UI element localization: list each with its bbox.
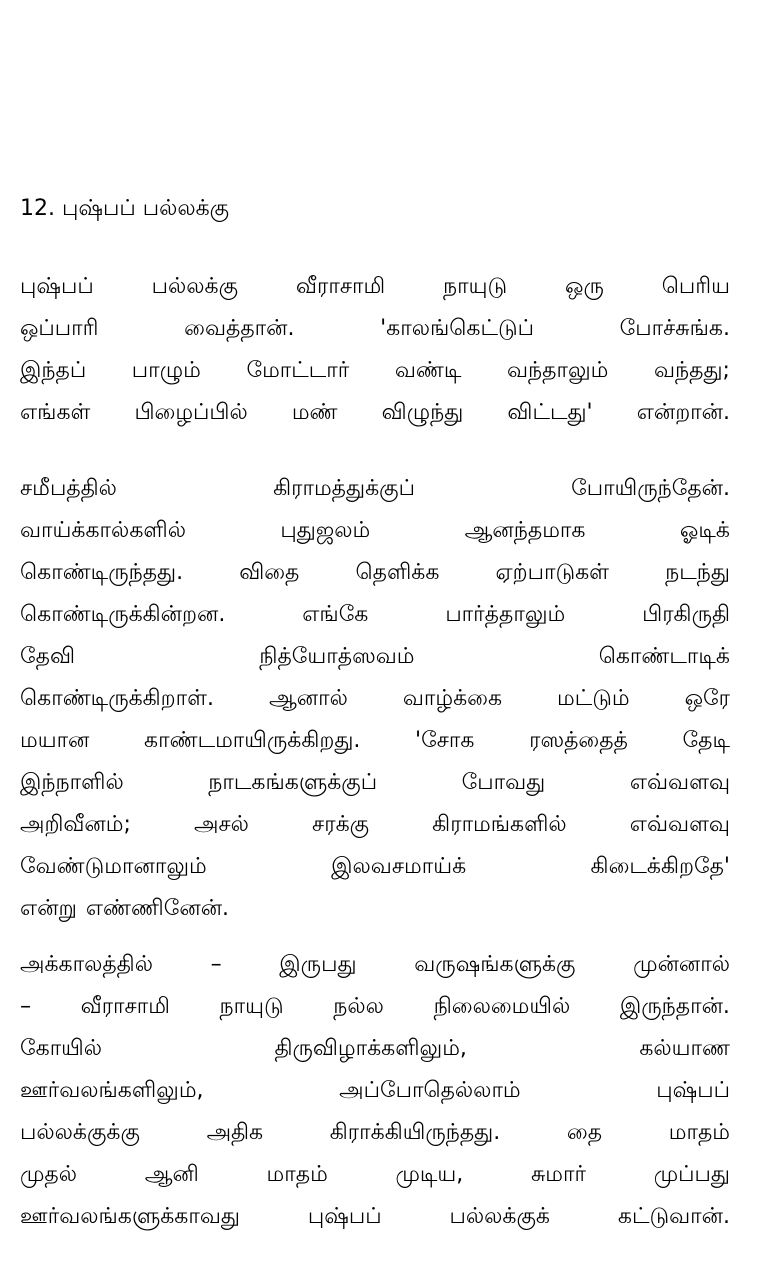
text-line bbox=[20, 552, 730, 594]
word: வண்டி bbox=[394, 358, 462, 383]
word: ரஸத்தைத் bbox=[529, 728, 628, 753]
word: ஆனந்தமாக bbox=[464, 518, 586, 543]
word: ஊர்வலங்களுக்காவது bbox=[20, 1204, 240, 1229]
word: புஷ்பப் bbox=[20, 274, 94, 299]
word: நல்ல bbox=[333, 994, 384, 1019]
text-line bbox=[20, 1112, 730, 1154]
word: கல்யாண bbox=[639, 1036, 730, 1061]
word: தேவி bbox=[20, 644, 75, 669]
word: ஏற்பாடுகள் bbox=[495, 560, 610, 585]
word: முடிய, bbox=[395, 1162, 464, 1187]
word: இருபது bbox=[279, 952, 357, 977]
word: விழுந்து bbox=[381, 400, 464, 425]
word: நாடகங்களுக்குப் bbox=[208, 770, 378, 795]
word: திருவிழாக்களிலும், bbox=[274, 1036, 467, 1061]
word: போவது bbox=[461, 770, 546, 795]
word: விட்டது' bbox=[507, 400, 593, 425]
text-line bbox=[20, 986, 730, 1028]
word: வந்தாலும் bbox=[507, 358, 609, 383]
word: பார்த்தாலும் bbox=[445, 602, 566, 627]
text-line bbox=[20, 846, 730, 888]
paragraph-3 bbox=[20, 944, 730, 1238]
text-line bbox=[20, 1028, 730, 1070]
text-line bbox=[20, 1070, 730, 1112]
word: இந்தப் bbox=[20, 358, 87, 383]
word: கொண்டிருக்கிறாள். bbox=[20, 686, 214, 711]
text-line bbox=[20, 392, 730, 434]
word: போச்சுங்க. bbox=[619, 316, 730, 341]
word: ஒரே bbox=[684, 686, 730, 711]
word: இந்நாளில் bbox=[20, 770, 124, 795]
word: நடந்து bbox=[665, 560, 730, 585]
word: ஊர்வலங்களிலும், bbox=[20, 1078, 204, 1103]
word: வாய்க்கால்களில் bbox=[20, 518, 186, 543]
word: முதல் bbox=[20, 1162, 78, 1187]
word: நாயுடு bbox=[443, 274, 508, 299]
word: வைத்தான். bbox=[184, 316, 295, 341]
word: புதுஜலம் bbox=[280, 518, 371, 543]
word: மயான bbox=[20, 728, 90, 753]
word: 'சோக bbox=[415, 728, 475, 753]
word: இருந்தான். bbox=[619, 994, 730, 1019]
word: நிலைமையில் bbox=[433, 994, 571, 1019]
word: விதை bbox=[239, 560, 300, 585]
word: வேண்டுமானாலும் bbox=[20, 854, 207, 879]
word: கிராமங்களில் bbox=[432, 812, 567, 837]
word: என்று bbox=[20, 896, 77, 921]
word: ஒரு bbox=[565, 274, 604, 299]
word: வீராசாமி bbox=[295, 274, 386, 299]
word: ஒப்பாரி bbox=[20, 316, 99, 341]
word: மோட்டார் bbox=[246, 358, 350, 383]
word: பிரகிருதி bbox=[642, 602, 730, 627]
word: கொண்டிருந்தது. bbox=[20, 560, 184, 585]
text-line bbox=[20, 636, 730, 678]
word: பாழும் bbox=[131, 358, 201, 383]
word: அக்காலத்தில் bbox=[20, 952, 153, 977]
word: சுமார் bbox=[530, 1162, 586, 1187]
word: அசல் bbox=[194, 812, 249, 837]
text-line bbox=[20, 510, 730, 552]
chapter-title: 12. புஷ்பப் பல்லக்கு bbox=[20, 196, 230, 221]
word: தெளிக்க bbox=[355, 560, 440, 585]
paragraph-2 bbox=[20, 468, 730, 930]
text-line bbox=[20, 720, 730, 762]
word: கொண்டிருக்கின்றன. bbox=[20, 602, 226, 627]
word: என்றான். bbox=[636, 400, 730, 425]
word: முன்னால் bbox=[633, 952, 730, 977]
text-line bbox=[20, 888, 730, 930]
word: பிழைப்பில் bbox=[134, 400, 248, 425]
word: நாயுடு bbox=[219, 994, 284, 1019]
word: மட்டும் bbox=[557, 686, 630, 711]
word: ஆனால் bbox=[268, 686, 348, 711]
text-line bbox=[20, 308, 730, 350]
text-line bbox=[20, 678, 730, 720]
word: மண் bbox=[291, 400, 338, 425]
word: புஷ்பப் bbox=[656, 1078, 730, 1103]
word: காண்டமாயிருக்கிறது. bbox=[144, 728, 361, 753]
text-line bbox=[20, 944, 730, 986]
word: எவ்வளவு bbox=[629, 812, 730, 837]
word: – bbox=[210, 952, 222, 977]
word: பல்லக்குக் bbox=[449, 1204, 550, 1229]
word: எங்கே bbox=[302, 602, 369, 627]
text-line bbox=[20, 1196, 730, 1238]
word: முப்பது bbox=[653, 1162, 730, 1187]
word: தேடி bbox=[682, 728, 730, 753]
word: பல்லக்குக்கு bbox=[20, 1120, 140, 1145]
word: பெரிய bbox=[661, 274, 730, 299]
word: வந்தது; bbox=[653, 358, 730, 383]
word: மாதம் bbox=[266, 1162, 328, 1187]
word: கிராமத்துக்குப் bbox=[273, 476, 415, 501]
word: – bbox=[20, 994, 31, 1019]
text-line bbox=[20, 468, 730, 510]
text-line bbox=[20, 804, 730, 846]
word: 'காலங்கெட்டுப் bbox=[380, 316, 534, 341]
text-line bbox=[20, 350, 730, 392]
paragraph-1 bbox=[20, 266, 730, 434]
word: அப்போதெல்லாம் bbox=[339, 1078, 521, 1103]
word: அதிக bbox=[206, 1120, 264, 1145]
word: எங்கள் bbox=[20, 400, 91, 425]
word: நித்யோத்ஸவம் bbox=[259, 644, 415, 669]
word: எவ்வளவு bbox=[629, 770, 730, 795]
word: சரக்கு bbox=[312, 812, 370, 837]
word: எண்ணினேன். bbox=[85, 896, 230, 921]
text-line bbox=[20, 594, 730, 636]
word: கோயில் bbox=[20, 1036, 103, 1061]
word: கட்டுவான். bbox=[617, 1204, 730, 1229]
word: கிடைக்கிறதே' bbox=[590, 854, 730, 879]
word: சமீபத்தில் bbox=[20, 476, 117, 501]
word: மாதம் bbox=[668, 1120, 730, 1145]
word: கிராக்கியிருந்தது. bbox=[329, 1120, 501, 1145]
word: ஓடிக் bbox=[679, 518, 730, 543]
word: ஆனி bbox=[144, 1162, 199, 1187]
word: கொண்டாடிக் bbox=[598, 644, 730, 669]
word: போயிருந்தேன். bbox=[571, 476, 730, 501]
word: பல்லக்கு bbox=[151, 274, 239, 299]
word: இலவசமாய்க் bbox=[331, 854, 467, 879]
word: வீராசாமி bbox=[80, 994, 170, 1019]
text-line bbox=[20, 266, 730, 308]
word: அறிவீனம்; bbox=[20, 812, 131, 837]
word: புஷ்பப் bbox=[307, 1204, 382, 1229]
text-line bbox=[20, 762, 730, 804]
word: வருஷங்களுக்கு bbox=[414, 952, 576, 977]
word: வாழ்க்கை bbox=[402, 686, 503, 711]
word: தை bbox=[566, 1120, 603, 1145]
text-line bbox=[20, 1154, 730, 1196]
